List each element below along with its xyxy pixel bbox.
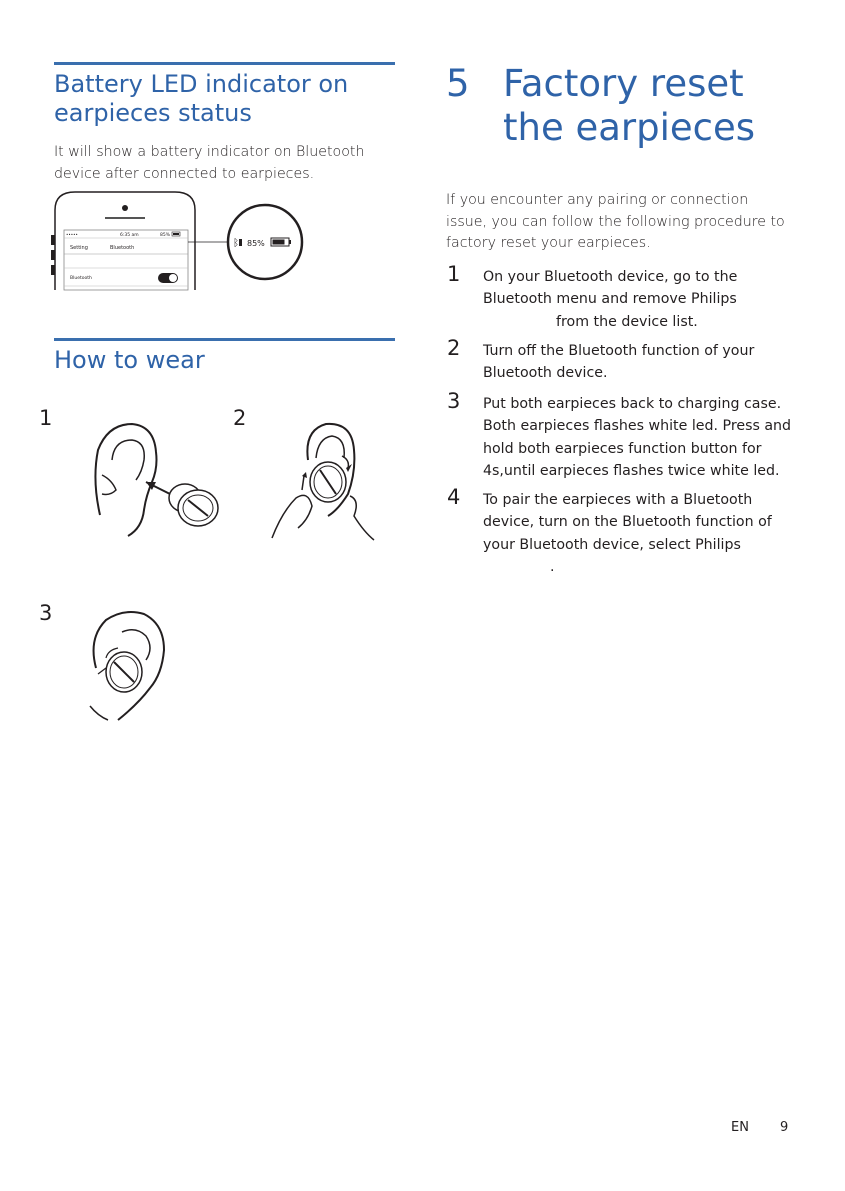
factory-reset-intro: If you encounter any pairing or connection issue, you can follow the following procedure to factory reset your earpieces. xyxy=(446,192,785,251)
phone-nav-back: Setting xyxy=(70,245,88,251)
phone-status-battery: 85% xyxy=(160,233,171,238)
reset-step-number-2: 2 xyxy=(447,336,461,360)
phone-status-time: 6:35 am xyxy=(120,233,139,238)
reset-step-4-text-before: To pair the earpieces with a Bluetooth device, turn on the Bluetooth function of your Bluetooth device, select xyxy=(483,492,772,553)
wear-step-number-3: 3 xyxy=(39,601,53,625)
reset-step-number-4: 4 xyxy=(447,485,461,509)
magnifier-battery-percent: 85% xyxy=(247,239,265,248)
reset-step-number-3: 3 xyxy=(447,389,461,413)
battery-section-description: It will show a battery indicator on Bluetooth device after connected to earpieces. xyxy=(54,144,365,182)
battery-section-heading: Battery LED indicator on earpieces status xyxy=(54,70,349,127)
reset-step-4-brand: Philips xyxy=(695,536,741,553)
wear-section-heading: How to wear xyxy=(54,346,205,374)
chapter-number: 5 xyxy=(446,62,470,105)
section-rule-battery xyxy=(54,62,395,65)
reset-step-text-4 xyxy=(483,489,783,578)
phone-row-label: Bluetooth xyxy=(70,276,92,281)
chapter-title-line2: the earpieces xyxy=(503,106,756,149)
wear-step-2-illustration xyxy=(268,420,388,545)
reset-step-number-1: 1 xyxy=(447,262,461,286)
reset-step-1-brand: Philips xyxy=(691,291,737,308)
svg-text:•••••: ••••• xyxy=(66,232,78,237)
phone-battery-illustration xyxy=(50,190,310,290)
wear-step-1-illustration xyxy=(90,420,240,540)
reset-step-4-text-after: . xyxy=(550,558,555,575)
footer-page-number: 9 xyxy=(780,1120,789,1135)
reset-step-1-text-before: On your Bluetooth device, go to the Bluetooth menu and remove xyxy=(483,269,738,308)
magnifier-bluetooth-icon: ᛒ xyxy=(233,238,239,249)
section-rule-wear xyxy=(54,338,395,341)
chapter-title-line1: Factory reset xyxy=(503,62,744,105)
reset-step-text-3: Put both earpieces back to charging case. Both earpieces flashes white led. Press and hold both earpieces function button for 4s,until earpieces flashes twice white led. xyxy=(483,396,792,479)
wear-step-number-1: 1 xyxy=(39,406,53,430)
wear-step-3-illustration xyxy=(88,608,178,723)
reset-step-1-text-after: from the device list. xyxy=(556,313,698,330)
phone-nav-title: Bluetooth xyxy=(110,245,135,251)
wear-step-number-2: 2 xyxy=(233,406,247,430)
footer-language: EN xyxy=(731,1120,749,1135)
reset-step-text-1 xyxy=(483,266,793,333)
reset-step-text-2: Turn off the Bluetooth function of your Bluetooth device. xyxy=(483,343,755,382)
